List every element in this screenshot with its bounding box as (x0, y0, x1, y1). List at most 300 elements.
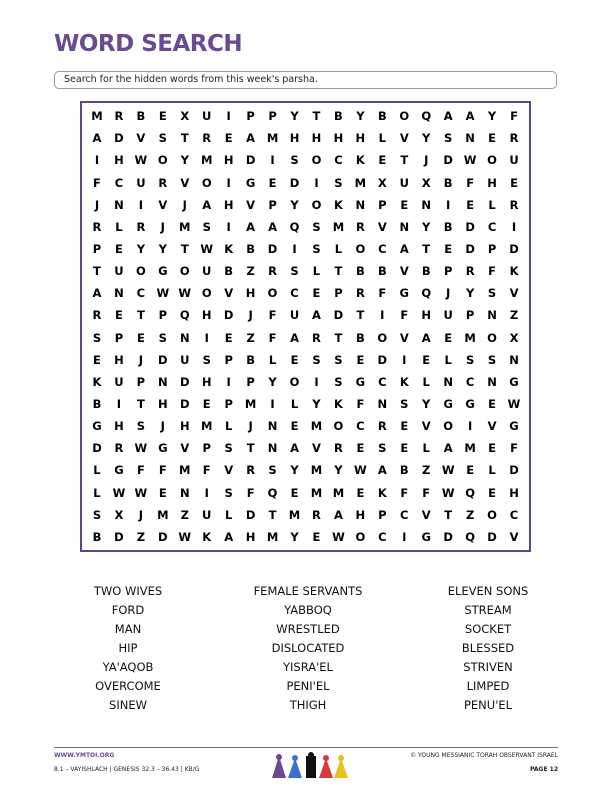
grid-letter: B (399, 463, 409, 478)
grid-letter: V (509, 286, 519, 301)
grid-letter: D (377, 352, 388, 367)
grid-letter: P (246, 374, 255, 389)
grid-letter: J (94, 197, 100, 212)
word-list-item: STRIVEN (463, 660, 513, 674)
grid-letter: O (355, 529, 366, 544)
grid-letter: F (400, 308, 409, 323)
grid-letter: D (487, 529, 497, 544)
grid-letter: Y (158, 241, 167, 256)
grid-letter: V (246, 197, 256, 212)
word-list-item: MAN (114, 622, 142, 636)
grid-letter: S (312, 352, 321, 367)
grid-letter: N (267, 419, 278, 434)
grid-letter: P (136, 374, 146, 389)
grid-letter: J (248, 308, 253, 323)
grid-letter: A (443, 109, 453, 124)
grid-letter: J (160, 219, 165, 234)
grid-letter: R (114, 441, 124, 456)
grid-letter: M (244, 397, 257, 412)
grid-letter: I (314, 175, 319, 190)
grid-letter: E (378, 153, 387, 168)
grid-letter: N (267, 441, 278, 456)
grid-letter: S (158, 131, 167, 146)
grid-letter: N (114, 286, 124, 301)
grid-letter: P (378, 197, 387, 212)
grid-letter: S (202, 352, 211, 367)
grid-letter: B (246, 241, 255, 256)
grid-letter: S (334, 374, 343, 389)
grid-letter: B (246, 352, 255, 367)
grid-letter: D (180, 374, 190, 389)
grid-letter: F (136, 463, 145, 478)
grid-letter: V (399, 264, 409, 279)
grid-letter: L (444, 352, 452, 367)
grid-letter: B (443, 219, 453, 234)
grid-letter: V (377, 219, 387, 234)
grid-letter: I (511, 219, 517, 234)
grid-letter: Z (246, 330, 255, 345)
grid-letter: V (136, 131, 146, 146)
grid-letter: D (245, 153, 256, 168)
grid-letter: A (312, 308, 321, 323)
grid-letter: K (224, 241, 234, 256)
word-list-item: OVERCOME (95, 679, 161, 693)
grid-letter: A (202, 197, 212, 212)
grid-letter: Y (290, 109, 299, 124)
grid-letter: Z (509, 308, 519, 323)
grid-letter: T (180, 241, 189, 256)
grid-letter: Q (421, 109, 432, 124)
grid-letter: B (355, 264, 365, 279)
grid-letter: M (310, 463, 323, 478)
grid-letter: R (509, 131, 519, 146)
grid-letter: T (246, 441, 255, 456)
grid-letter: A (465, 109, 475, 124)
grid-letter: V (180, 175, 190, 190)
grid-letter: U (289, 308, 300, 323)
grid-letter: S (487, 286, 497, 301)
grid-letter: R (202, 131, 212, 146)
grid-letter: E (422, 352, 431, 367)
grid-letter: I (138, 197, 143, 212)
grid-letter: I (226, 175, 231, 190)
grid-letter: N (509, 352, 519, 367)
grid-letter: G (114, 463, 124, 478)
grid-letter: C (378, 241, 387, 256)
grid-letter: A (246, 219, 256, 234)
grid-letter: W (156, 286, 170, 301)
grid-letter: S (224, 485, 233, 500)
grid-letter: Y (334, 463, 343, 478)
grid-letter: M (354, 175, 367, 190)
grid-letter: Y (268, 374, 277, 389)
page-title: WORD SEARCH (54, 31, 243, 57)
grid-letter: D (443, 529, 453, 544)
grid-letter: Z (180, 507, 189, 522)
grid-letter: R (333, 441, 343, 456)
grid-letter: N (399, 219, 410, 234)
grid-letter: F (268, 308, 277, 323)
grid-letter: N (487, 374, 497, 389)
grid-letter: S (334, 175, 343, 190)
grid-letter: B (224, 264, 234, 279)
grid-letter: A (290, 330, 299, 345)
grid-letter: N (443, 374, 453, 389)
grid-letter: U (136, 175, 146, 190)
grid-letter: L (268, 352, 277, 367)
grid-letter: D (465, 219, 475, 234)
grid-letter: Y (487, 109, 497, 124)
grid-letter: M (310, 419, 323, 434)
grid-letter: T (444, 507, 453, 522)
grid-letter: W (134, 485, 148, 500)
grid-letter: Y (290, 197, 299, 212)
grid-letter: B (136, 109, 146, 124)
grid-letter: H (245, 529, 256, 544)
grid-letter: L (422, 441, 430, 456)
grid-letter: N (158, 374, 168, 389)
grid-letter: O (157, 153, 168, 168)
grid-letter: P (92, 241, 102, 256)
grid-letter: E (290, 419, 299, 434)
grid-letter: I (204, 485, 209, 500)
grid-letter: P (246, 109, 255, 124)
grid-letter: I (380, 308, 385, 323)
grid-letter: W (441, 463, 455, 478)
grid-letter: I (270, 153, 275, 168)
grid-letter: C (356, 419, 365, 434)
footer-parsha: 8.1 – VAYISHLACH | GENESIS 32.3 – 36.43 | KB/G (54, 766, 200, 773)
grid-letter: K (333, 197, 343, 212)
grid-letter: F (158, 463, 167, 478)
grid-letter: E (136, 330, 145, 345)
grid-letter: U (443, 308, 453, 323)
grid-letter: S (136, 419, 146, 434)
grid-letter: O (487, 507, 497, 522)
grid-letter: D (158, 529, 168, 544)
grid-letter: X (377, 175, 387, 190)
word-list-item: PENI'EL (286, 679, 330, 693)
instructions-box: Search for the hidden words from this week's parsha. (54, 71, 557, 89)
grid-letter: D (509, 241, 519, 256)
grid-letter: H (201, 374, 212, 389)
grid-letter: P (114, 330, 124, 345)
grid-letter: F (378, 286, 387, 301)
grid-letter: Y (465, 286, 475, 301)
grid-letter: M (332, 485, 345, 500)
grid-letter: S (487, 352, 497, 367)
grid-letter: Z (465, 507, 475, 522)
word-list-item: YISRA'EL (283, 660, 333, 674)
grid-letter: D (114, 529, 124, 544)
grid-letter: I (402, 352, 407, 367)
grid-letter: R (355, 219, 365, 234)
grid-letter: J (248, 419, 253, 434)
grid-letter: H (421, 308, 432, 323)
grid-letter: F (466, 175, 475, 190)
grid-letter: O (289, 374, 300, 389)
grid-letter: E (158, 109, 167, 124)
grid-letter: U (509, 153, 519, 168)
grid-letter: U (202, 109, 212, 124)
grid-letter: B (443, 175, 453, 190)
grid-letter: I (402, 529, 407, 544)
grid-letter: O (267, 286, 278, 301)
grid-letter: C (400, 507, 409, 522)
grid-letter: Y (136, 241, 146, 256)
grid-letter: I (226, 109, 231, 124)
grid-letter: N (179, 485, 190, 500)
grid-letter: K (202, 529, 212, 544)
grid-letter: H (245, 286, 256, 301)
grid-letter: M (200, 153, 213, 168)
grid-letter: R (377, 419, 387, 434)
grid-letter: N (114, 197, 124, 212)
grid-letter: J (138, 352, 143, 367)
word-list-item: FORD (111, 603, 145, 617)
grid-letter: E (444, 330, 453, 345)
grid-letter: S (400, 397, 409, 412)
grid-letter: S (378, 441, 387, 456)
grid-letter: K (399, 374, 409, 389)
grid-letter: U (114, 374, 124, 389)
grid-letter: G (509, 374, 519, 389)
grid-letter: Y (422, 219, 431, 234)
grid-letter: F (400, 485, 409, 500)
grid-letter: C (290, 286, 299, 301)
grid-letter: D (114, 131, 124, 146)
grid-letter: P (378, 507, 387, 522)
grid-letter: H (201, 308, 212, 323)
grid-letter: H (179, 419, 190, 434)
grid-letter: P (268, 109, 277, 124)
grid-letter: L (378, 131, 386, 146)
grid-letter: E (312, 529, 321, 544)
grid-letter: E (466, 197, 475, 212)
grid-letter: N (421, 197, 432, 212)
grid-letter: I (292, 241, 297, 256)
grid-letter: S (92, 330, 102, 345)
word-list-item: DISLOCATED (271, 641, 345, 655)
word-list-item: HIP (118, 641, 138, 655)
grid-letter: R (136, 219, 146, 234)
grid-letter: L (93, 463, 101, 478)
grid-letter: L (488, 463, 496, 478)
grid-letter: B (334, 109, 343, 124)
grid-letter: T (422, 241, 431, 256)
grid-letter: A (246, 131, 256, 146)
grid-letter: K (333, 397, 343, 412)
grid-letter: V (224, 286, 234, 301)
grid-letter: W (507, 397, 521, 412)
grid-letter: L (93, 485, 101, 500)
grid-letter: I (226, 374, 231, 389)
grid-letter: N (355, 197, 366, 212)
grid-letter: W (134, 441, 148, 456)
grid-letter: E (466, 463, 475, 478)
grid-letter: W (178, 286, 192, 301)
grid-letter: U (202, 507, 212, 522)
grid-letter: F (246, 485, 255, 500)
grid-letter: M (464, 441, 476, 456)
grid-letter: H (355, 507, 366, 522)
grid-letter: D (267, 241, 278, 256)
grid-letter: S (268, 463, 277, 478)
grid-letter: Q (267, 485, 278, 500)
grid-letter: E (93, 352, 101, 367)
grid-letter: Y (312, 397, 321, 412)
grid-letter: C (114, 175, 124, 190)
grid-letter: S (224, 441, 233, 456)
grid-letter: S (465, 352, 475, 367)
grid-letter: E (400, 197, 409, 212)
word-list-item: WRESTLED (276, 622, 340, 636)
grid-letter: O (355, 241, 366, 256)
grid-letter: W (463, 153, 477, 168)
word-list-item: THIGH (289, 698, 327, 712)
grid-letter: T (356, 308, 365, 323)
grid-letter: G (465, 397, 475, 412)
grid-letter: H (311, 131, 322, 146)
grid-letter: D (180, 397, 190, 412)
grid-letter: L (225, 419, 233, 434)
grid-letter: Y (422, 131, 431, 146)
grid-letter: B (377, 109, 387, 124)
grid-letter: O (443, 419, 454, 434)
grid-letter: S (92, 507, 102, 522)
grid-letter: T (334, 330, 343, 345)
grid-letter: V (312, 441, 321, 456)
figures-logo-icon (268, 750, 352, 780)
grid-letter: M (91, 109, 103, 124)
grid-letter: X (421, 175, 431, 190)
grid-letter: T (312, 109, 321, 124)
grid-letter: R (312, 507, 321, 522)
grid-letter: H (158, 397, 168, 412)
grid-letter: M (310, 485, 323, 500)
grid-letter: W (354, 463, 367, 478)
grid-letter: V (421, 507, 431, 522)
word-list-item: PENU'EL (463, 698, 513, 712)
grid-letter: R (355, 286, 365, 301)
grid-letter: A (399, 241, 409, 256)
grid-letter: F (268, 330, 277, 345)
grid-letter: O (333, 419, 344, 434)
grid-letter: K (355, 153, 365, 168)
grid-letter: M (332, 219, 345, 234)
grid-letter: P (224, 352, 233, 367)
grid-letter: C (509, 507, 519, 522)
grid-letter: S (334, 352, 343, 367)
grid-letter: H (223, 153, 234, 168)
grid-letter: W (332, 529, 345, 544)
word-list-item: SINEW (109, 698, 147, 712)
grid-letter: M (179, 219, 191, 234)
grid-letter: B (92, 397, 102, 412)
grid-letter: O (487, 330, 497, 345)
grid-letter: G (443, 397, 453, 412)
grid-letter: C (136, 286, 146, 301)
grid-letter: V (224, 463, 234, 478)
grid-letter: W (441, 485, 455, 500)
grid-letter: U (202, 264, 212, 279)
grid-letter: B (421, 264, 431, 279)
grid-letter: P (268, 197, 277, 212)
grid-letter: E (444, 241, 453, 256)
grid-letter: N (179, 330, 190, 345)
grid-letter: P (334, 286, 343, 301)
grid-letter: L (422, 374, 430, 389)
grid-letter: P (202, 441, 211, 456)
grid-letter: H (114, 419, 124, 434)
grid-letter: E (356, 485, 365, 500)
grid-letter: H (487, 175, 497, 190)
grid-letter: M (266, 529, 279, 544)
grid-letter: D (509, 463, 519, 478)
grid-letter: G (158, 441, 168, 456)
grid-letter: E (114, 241, 123, 256)
footer-divider (54, 747, 558, 748)
grid-letter: E (290, 352, 299, 367)
grid-letter: E (356, 441, 365, 456)
grid-letter: E (268, 175, 277, 190)
grid-letter: G (92, 419, 102, 434)
grid-letter: G (509, 419, 519, 434)
grid-letter: I (467, 419, 473, 434)
grid-letter: V (180, 441, 190, 456)
grid-letter: O (399, 109, 410, 124)
grid-letter: I (94, 153, 100, 168)
grid-letter: F (93, 175, 101, 190)
word-list-item: TWO WIVES (93, 584, 163, 598)
grid-letter: A (290, 441, 299, 456)
grid-letter: T (334, 264, 343, 279)
grid-letter: E (400, 441, 409, 456)
grid-letter: T (268, 507, 277, 522)
grid-letter: R (92, 219, 102, 234)
grid-letter: S (444, 131, 453, 146)
grid-letter: G (355, 374, 366, 389)
grid-letter: P (224, 397, 233, 412)
grid-letter: W (200, 241, 214, 256)
grid-letter: A (224, 529, 234, 544)
grid-letter: Z (136, 529, 146, 544)
grid-letter: A (268, 219, 278, 234)
grid-letter: A (92, 131, 102, 146)
grid-letter: L (488, 197, 496, 212)
grid-letter: M (157, 507, 169, 522)
grid-letter: S (290, 153, 299, 168)
grid-letter: M (200, 419, 213, 434)
grid-letter: J (160, 419, 165, 434)
grid-letter: G (399, 286, 409, 301)
word-list-item: YA'AQOB (102, 660, 154, 674)
grid-letter: J (424, 153, 429, 168)
grid-letter: D (465, 241, 475, 256)
grid-letter: L (312, 264, 321, 279)
word-list-item: FEMALE SERVANTS (253, 584, 363, 598)
grid-letter: X (180, 109, 190, 124)
grid-letter: J (182, 197, 187, 212)
grid-letter: R (92, 308, 102, 323)
grid-letter: E (488, 397, 496, 412)
grid-letter: P (443, 264, 453, 279)
grid-letter: B (355, 330, 365, 345)
word-list-item: ELEVEN SONS (447, 584, 529, 598)
grid-letter: R (509, 197, 519, 212)
grid-letter: N (465, 131, 475, 146)
grid-letter: V (509, 529, 519, 544)
